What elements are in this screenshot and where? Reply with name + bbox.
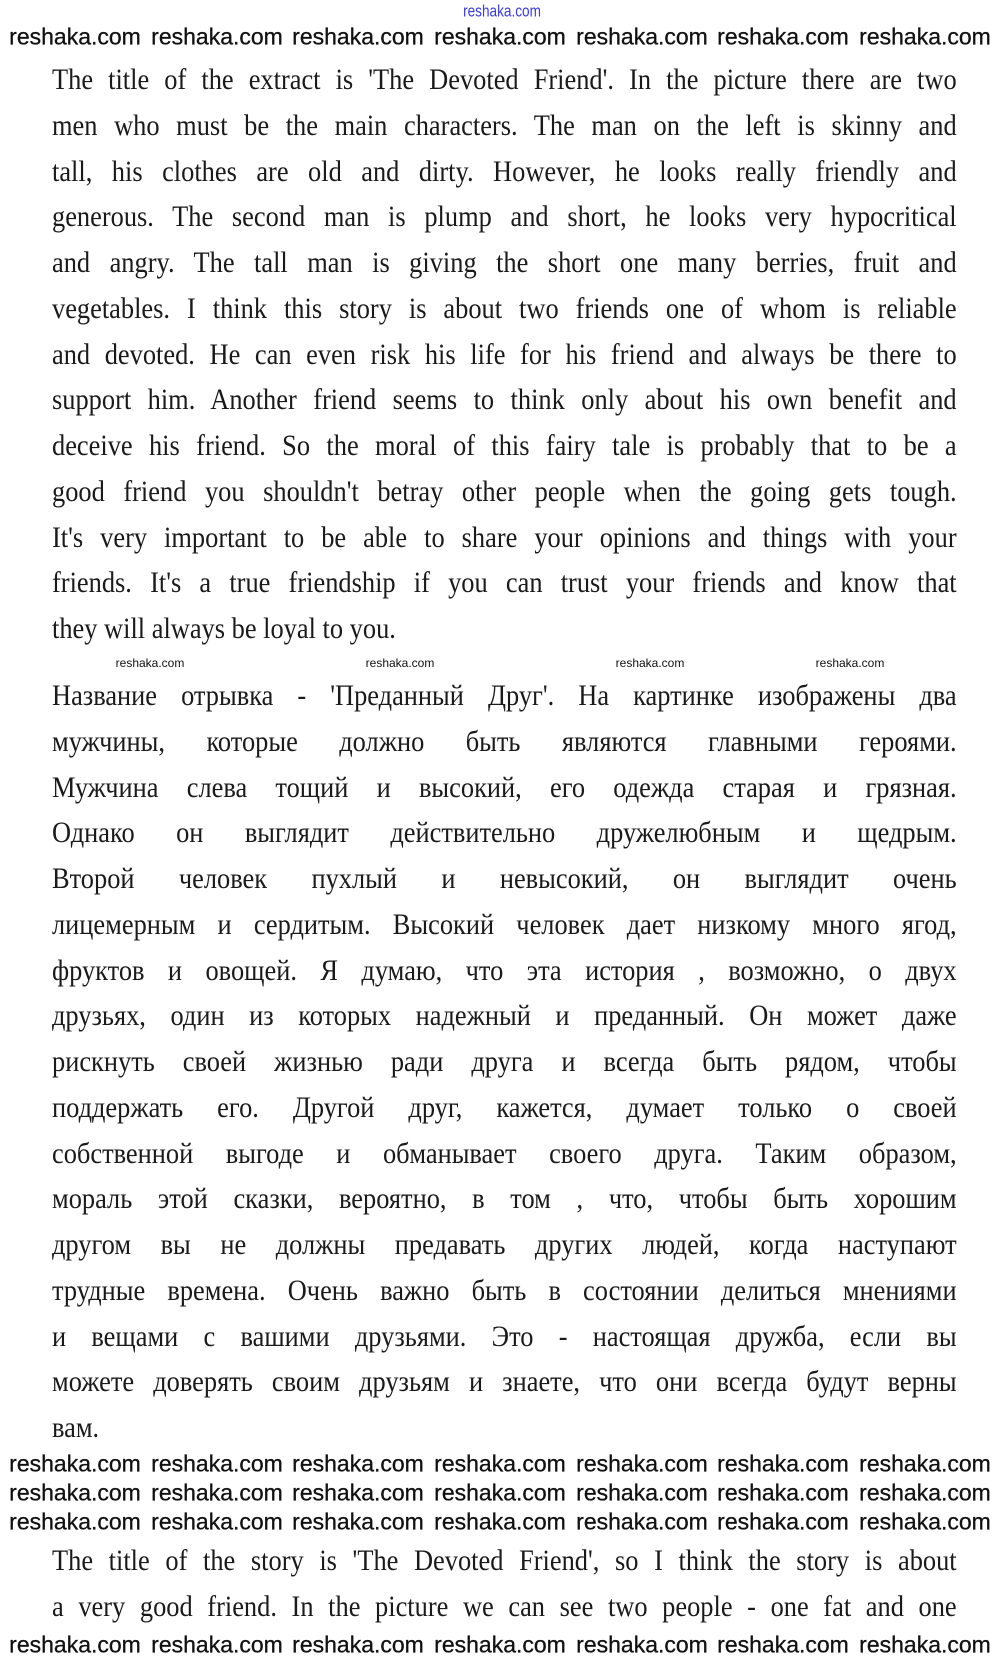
watermark: reshaka.com: [434, 23, 566, 50]
watermark: reshaka.com: [434, 1479, 566, 1506]
text-line: a very good friend. In the picture we can see two people - one fat and one: [52, 1589, 957, 1623]
text-line: vegetables. I think this story is about two friends one of whom is reliable: [52, 291, 957, 325]
text-line: The title of the story is 'The Devoted Friend', so I think the story is about: [52, 1544, 957, 1577]
watermark: reshaka.com: [434, 1450, 566, 1477]
text-line: tall, his clothes are old and dirty. However, he looks really friendly and: [52, 154, 957, 188]
watermark: reshaka.com: [151, 1479, 283, 1506]
text-line: deceive his friend. So the moral of this fairy tale is probably that to be a: [52, 429, 957, 462]
text-line: The title of the extract is 'The Devoted Friend'. In the picture there are two: [52, 63, 957, 96]
text-line: Мужчина слева тощий и высокий, его одежда старая и грязная.: [52, 770, 957, 804]
watermark: reshaka.com: [151, 23, 283, 50]
text-line: generous. The second man is plump and short, he looks very hypocritical: [52, 200, 957, 234]
watermark: reshaka.com: [576, 1450, 708, 1477]
text-line: and devoted. He can even risk his life for his friend and always be there to: [52, 337, 957, 371]
watermark: reshaka.com: [576, 23, 708, 50]
text-line: support him. Another friend seems to think only about his own benefit and: [52, 383, 957, 417]
text-line: friends. It's a true friendship if you can trust your friends and know that: [52, 566, 957, 600]
watermark: reshaka.com: [9, 1450, 141, 1477]
text-line: мужчины, которые должно быть являются главными героями.: [52, 724, 957, 758]
watermark: reshaka.com: [717, 1631, 849, 1658]
watermark: reshaka.com: [815, 656, 885, 670]
watermark: reshaka.com: [9, 1479, 141, 1506]
watermark: reshaka.com: [717, 23, 849, 50]
watermark: reshaka.com: [859, 1508, 991, 1535]
watermark: reshaka.com: [717, 1508, 849, 1535]
watermark: reshaka.com: [434, 1631, 566, 1658]
watermark: reshaka.com: [292, 1479, 424, 1506]
watermark: reshaka.com: [859, 1479, 991, 1506]
text-line: good friend you shouldn't betray other people when the going gets tough.: [52, 474, 957, 508]
header-watermark: reshaka.com: [463, 1, 541, 21]
watermark: reshaka.com: [9, 1631, 141, 1658]
text-line: мораль этой сказки, вероятно, в том , что, чтобы быть хорошим: [52, 1182, 957, 1216]
watermark: reshaka.com: [151, 1450, 283, 1477]
watermark: reshaka.com: [859, 23, 991, 50]
watermark: reshaka.com: [292, 23, 424, 50]
text-line: трудные времена. Очень важно быть в состоянии делиться мнениями: [52, 1273, 957, 1307]
watermark: reshaka.com: [859, 1450, 991, 1477]
text-line: можете доверять своим друзьям и знаете, что они всегда будут верны: [52, 1365, 957, 1399]
text-line: другом вы не должны предавать других людей, когда наступают: [52, 1228, 957, 1261]
watermark: reshaka.com: [365, 656, 435, 670]
watermark: reshaka.com: [615, 656, 685, 670]
watermark: reshaka.com: [115, 656, 185, 670]
watermark: reshaka.com: [717, 1479, 849, 1506]
text-line: и вещами с вашими друзьями. Это - настоящая дружба, если вы: [52, 1319, 957, 1353]
watermark: reshaka.com: [292, 1508, 424, 1535]
text-line: лицемерным и сердитым. Высокий человек дает низкому много ягод,: [52, 907, 957, 941]
text-line: вам.: [52, 1411, 100, 1444]
watermark: reshaka.com: [576, 1508, 708, 1535]
watermark: reshaka.com: [9, 1508, 141, 1535]
text-line: друзьях, один из которых надежный и преданный. Он может даже: [52, 999, 957, 1033]
text-line: фруктов и овощей. Я думаю, что эта история , возможно, о двух: [52, 953, 957, 987]
text-line: they will always be loyal to you.: [52, 612, 396, 645]
watermark: reshaka.com: [576, 1479, 708, 1506]
text-line: рискнуть своей жизнью ради друга и всегда быть рядом, чтобы: [52, 1045, 957, 1078]
watermark: reshaka.com: [292, 1631, 424, 1658]
watermark: reshaka.com: [434, 1508, 566, 1535]
text-line: собственной выгоде и обманывает своего друга. Таким образом,: [52, 1136, 957, 1170]
text-line: It's very important to be able to share your opinions and things with your: [52, 520, 957, 554]
text-line: Второй человек пухлый и невысокий, он выглядит очень: [52, 862, 957, 895]
watermark: reshaka.com: [717, 1450, 849, 1477]
text-line: Название отрывка - 'Преданный Друг'. На картинке изображены два: [52, 679, 957, 712]
watermark: reshaka.com: [9, 23, 141, 50]
text-line: and angry. The tall man is giving the short one many berries, fruit and: [52, 246, 957, 279]
watermark: reshaka.com: [151, 1631, 283, 1658]
text-line: Однако он выглядит действительно дружелюбным и щедрым.: [52, 816, 957, 850]
watermark: reshaka.com: [576, 1631, 708, 1658]
watermark: reshaka.com: [292, 1450, 424, 1477]
text-line: men who must be the main characters. The man on the left is skinny and: [52, 108, 957, 142]
watermark: reshaka.com: [859, 1631, 991, 1658]
text-line: поддержать его. Другой друг, кажется, думает только о своей: [52, 1090, 957, 1124]
watermark: reshaka.com: [151, 1508, 283, 1535]
